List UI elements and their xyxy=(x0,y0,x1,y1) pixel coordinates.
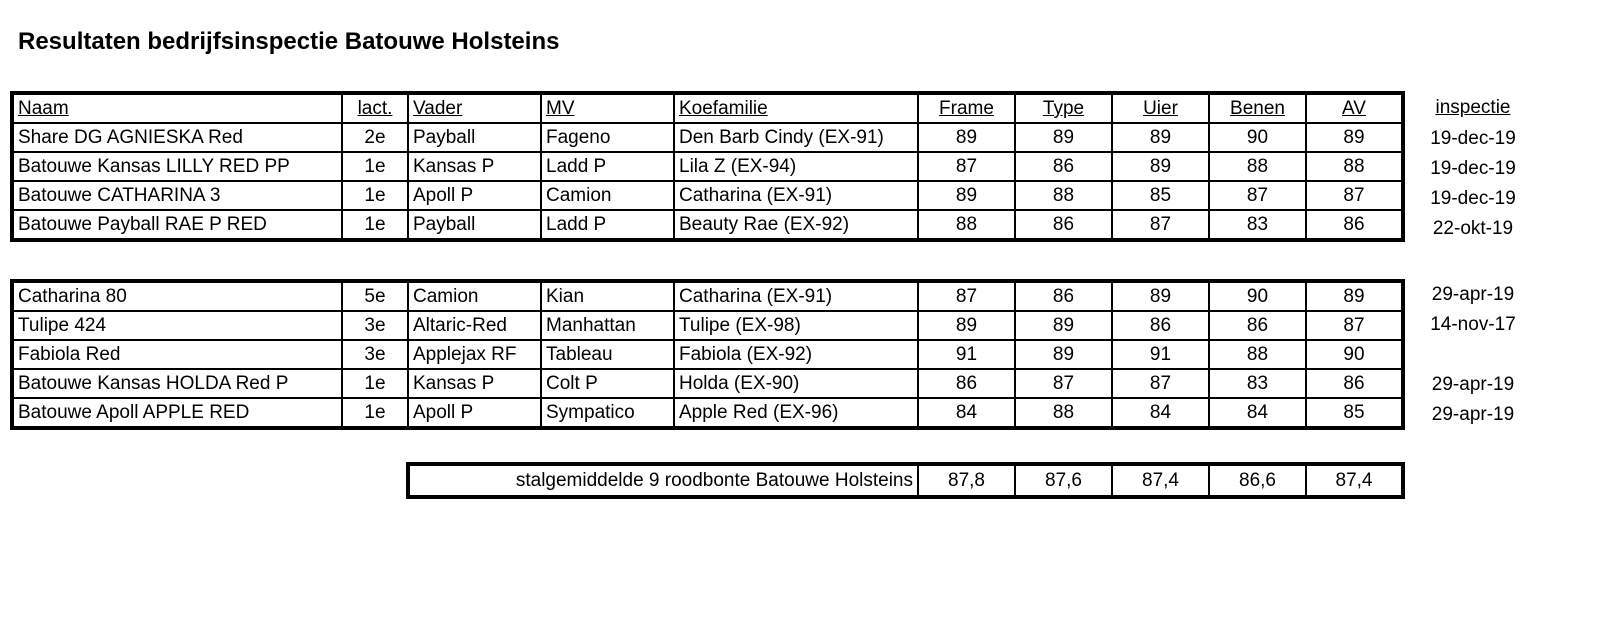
cell-lact: 5e xyxy=(342,281,408,311)
cell-frame: 89 xyxy=(918,123,1015,152)
cell-vader: Camion xyxy=(408,281,541,311)
average-av: 87,4 xyxy=(1306,464,1403,497)
cell-lact: 2e xyxy=(342,123,408,152)
cell-av: 85 xyxy=(1306,398,1403,428)
cell-mv: Fageno xyxy=(541,123,674,152)
cell-lact: 3e xyxy=(342,340,408,369)
page-title: Resultaten bedrijfsinspectie Batouwe Holsteins xyxy=(18,28,560,55)
cell-koefamilie: Lila Z (EX-94) xyxy=(674,152,918,181)
col-header-uier: Uier xyxy=(1112,93,1209,123)
cell-frame: 87 xyxy=(918,152,1015,181)
cell-koefamilie: Apple Red (EX-96) xyxy=(674,398,918,428)
col-header-type: Type xyxy=(1015,93,1112,123)
col-header-naam: Naam xyxy=(18,98,69,119)
cell-frame: 89 xyxy=(918,311,1015,340)
cell-mv: Manhattan xyxy=(541,311,674,340)
cell-mv: Colt P xyxy=(541,369,674,398)
cell-type: 86 xyxy=(1015,152,1112,181)
cell-naam: Batouwe Kansas HOLDA Red P xyxy=(18,373,289,394)
cell-inspectie: 19-dec-19 xyxy=(1430,158,1516,179)
cell-benen: 88 xyxy=(1209,152,1306,181)
cell-av: 86 xyxy=(1306,369,1403,398)
cell-vader: Apoll P xyxy=(408,181,541,210)
cell-vader: Applejax RF xyxy=(408,340,541,369)
cell-benen: 83 xyxy=(1209,369,1306,398)
inspection-table-group-2 xyxy=(10,279,1405,430)
col-header-benen: Benen xyxy=(1209,93,1306,123)
table-row xyxy=(12,281,1403,311)
cell-av: 87 xyxy=(1306,181,1403,210)
cell-inspectie: 22-okt-19 xyxy=(1432,218,1514,239)
table-row xyxy=(12,340,1403,369)
cell-vader: Apoll P xyxy=(408,398,541,428)
cell-frame: 88 xyxy=(918,210,1015,240)
cell-uier: 87 xyxy=(1112,210,1209,240)
cell-type: 89 xyxy=(1015,311,1112,340)
cell-inspectie xyxy=(1417,340,1529,370)
average-type: 87,6 xyxy=(1015,464,1112,497)
table-row xyxy=(12,398,1403,428)
cell-uier: 84 xyxy=(1112,398,1209,428)
cell-frame: 87 xyxy=(918,281,1015,311)
cell-benen: 86 xyxy=(1209,311,1306,340)
cell-av: 88 xyxy=(1306,152,1403,181)
table-row xyxy=(12,123,1403,152)
cell-koefamilie: Catharina (EX-91) xyxy=(674,181,918,210)
cell-av: 90 xyxy=(1306,340,1403,369)
table-header-row xyxy=(12,93,1403,123)
cell-type: 86 xyxy=(1015,210,1112,240)
average-uier: 87,4 xyxy=(1112,464,1209,497)
cell-type: 88 xyxy=(1015,398,1112,428)
cell-naam: Batouwe Payball RAE P RED xyxy=(18,214,267,235)
col-header-frame: Frame xyxy=(918,93,1015,123)
inspection-table-group-1 xyxy=(10,91,1405,242)
cell-mv: Camion xyxy=(541,181,674,210)
cell-mv: Kian xyxy=(541,281,674,311)
cell-uier: 86 xyxy=(1112,311,1209,340)
table-row xyxy=(12,369,1403,398)
cell-uier: 85 xyxy=(1112,181,1209,210)
average-table xyxy=(406,462,1405,499)
cell-koefamilie: Fabiola (EX-92) xyxy=(674,340,918,369)
table-row xyxy=(12,181,1403,210)
cell-uier: 87 xyxy=(1112,369,1209,398)
cell-uier: 91 xyxy=(1112,340,1209,369)
cell-lact: 1e xyxy=(342,152,408,181)
cell-type: 89 xyxy=(1015,340,1112,369)
col-header-av: AV xyxy=(1306,93,1403,123)
cell-benen: 88 xyxy=(1209,340,1306,369)
col-header-vader: Vader xyxy=(408,93,541,123)
cell-naam: Share DG AGNIESKA Red xyxy=(18,127,243,148)
cell-lact: 1e xyxy=(342,398,408,428)
cell-naam: Catharina 80 xyxy=(18,286,127,307)
col-header-mv: MV xyxy=(541,93,674,123)
cell-frame: 91 xyxy=(918,340,1015,369)
cell-koefamilie: Beauty Rae (EX-92) xyxy=(674,210,918,240)
cell-koefamilie: Tulipe (EX-98) xyxy=(674,311,918,340)
cell-av: 89 xyxy=(1306,123,1403,152)
cell-vader: Payball xyxy=(408,123,541,152)
cell-naam: Fabiola Red xyxy=(18,344,121,365)
cell-vader: Payball xyxy=(408,210,541,240)
cell-type: 86 xyxy=(1015,281,1112,311)
cell-inspectie: 29-apr-19 xyxy=(1431,374,1515,395)
cell-frame: 84 xyxy=(918,398,1015,428)
cell-av: 89 xyxy=(1306,281,1403,311)
cell-type: 88 xyxy=(1015,181,1112,210)
average-frame: 87,8 xyxy=(918,464,1015,497)
cell-uier: 89 xyxy=(1112,123,1209,152)
cell-koefamilie: Holda (EX-90) xyxy=(674,369,918,398)
cell-lact: 1e xyxy=(342,210,408,240)
average-label: stalgemiddelde 9 roodbonte Batouwe Holsteins xyxy=(515,470,913,491)
cell-koefamilie: Den Barb Cindy (EX-91) xyxy=(674,123,918,152)
table-row xyxy=(12,210,1403,240)
average-row xyxy=(408,464,1403,497)
cell-naam: Batouwe Kansas LILLY RED PP xyxy=(18,156,290,177)
cell-type: 87 xyxy=(1015,369,1112,398)
cell-inspectie: 19-dec-19 xyxy=(1430,188,1516,209)
cell-benen: 83 xyxy=(1209,210,1306,240)
cell-naam: Tulipe 424 xyxy=(18,315,107,336)
cell-lact: 3e xyxy=(342,311,408,340)
average-benen: 86,6 xyxy=(1209,464,1306,497)
cell-mv: Sympatico xyxy=(541,398,674,428)
cell-uier: 89 xyxy=(1112,152,1209,181)
cell-vader: Kansas P xyxy=(408,152,541,181)
cell-vader: Altaric-Red xyxy=(408,311,541,340)
cell-naam: Batouwe Apoll APPLE RED xyxy=(18,402,250,423)
cell-benen: 87 xyxy=(1209,181,1306,210)
cell-av: 87 xyxy=(1306,311,1403,340)
cell-av: 86 xyxy=(1306,210,1403,240)
cell-inspectie: 14-nov-17 xyxy=(1430,314,1516,335)
cell-mv: Ladd P xyxy=(541,152,674,181)
cell-mv: Ladd P xyxy=(541,210,674,240)
cell-type: 89 xyxy=(1015,123,1112,152)
cell-frame: 86 xyxy=(918,369,1015,398)
cell-benen: 90 xyxy=(1209,123,1306,152)
col-header-koefamilie: Koefamilie xyxy=(674,93,918,123)
cell-uier: 89 xyxy=(1112,281,1209,311)
col-header-inspectie: inspectie xyxy=(1435,97,1511,118)
cell-inspectie: 29-apr-19 xyxy=(1431,404,1515,425)
cell-benen: 90 xyxy=(1209,281,1306,311)
cell-mv: Tableau xyxy=(541,340,674,369)
cell-koefamilie: Catharina (EX-91) xyxy=(674,281,918,311)
cell-inspectie: 29-apr-19 xyxy=(1431,284,1515,305)
cell-benen: 84 xyxy=(1209,398,1306,428)
cell-frame: 89 xyxy=(918,181,1015,210)
cell-lact: 1e xyxy=(342,369,408,398)
cell-inspectie: 19-dec-19 xyxy=(1430,128,1516,149)
cell-vader: Kansas P xyxy=(408,369,541,398)
cell-naam: Batouwe CATHARINA 3 xyxy=(18,185,221,206)
table-row xyxy=(12,311,1403,340)
cell-lact: 1e xyxy=(342,181,408,210)
table-row xyxy=(12,152,1403,181)
col-header-lact: lact. xyxy=(342,93,408,123)
